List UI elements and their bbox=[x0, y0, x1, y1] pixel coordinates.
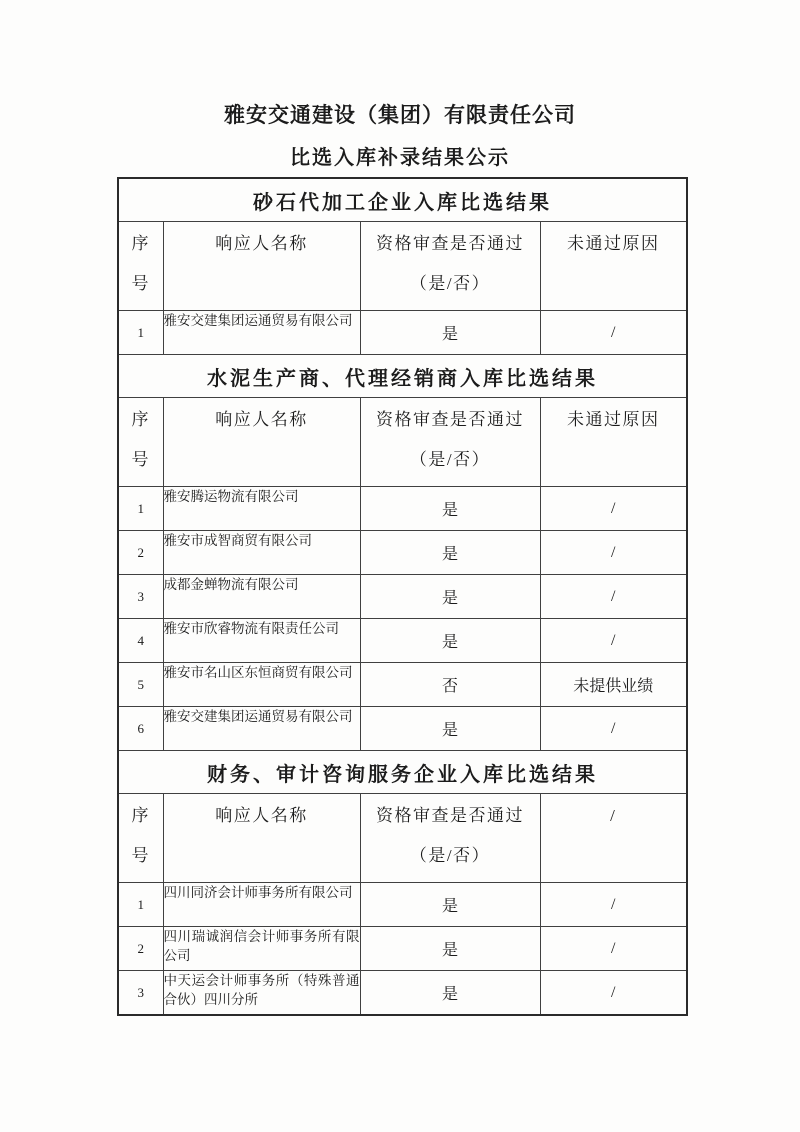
row-number: 3 bbox=[118, 971, 163, 1016]
section-title: 财务、审计咨询服务企业入库比选结果 bbox=[118, 751, 687, 794]
respondent-name: 中天运会计师事务所（特殊普通合伙）四川分所 bbox=[163, 971, 360, 1016]
qualification-result: 是 bbox=[360, 927, 540, 971]
qualification-result: 否 bbox=[360, 663, 540, 707]
table-row bbox=[118, 883, 687, 927]
col-header-qualification-line2: （是/否） bbox=[409, 846, 491, 865]
col-header-num bbox=[118, 794, 163, 883]
section-1-header-row bbox=[118, 222, 687, 311]
col-header-name: 响应人名称 bbox=[163, 794, 360, 883]
row-number: 1 bbox=[118, 883, 163, 927]
results-table bbox=[117, 177, 688, 1016]
table-row bbox=[118, 663, 687, 707]
respondent-name: 成都金蝉物流有限公司 bbox=[163, 575, 360, 619]
fail-reason: 未提供业绩 bbox=[540, 663, 687, 707]
col-header-qualification-line1: 资格审查是否通过 bbox=[376, 234, 524, 253]
col-header-qualification-line1: 资格审查是否通过 bbox=[376, 806, 524, 825]
row-number: 2 bbox=[118, 531, 163, 575]
page-subtitle: 比选入库补录结果公示 bbox=[290, 147, 510, 169]
section-3-header-row bbox=[118, 794, 687, 883]
section-2-header-row bbox=[118, 398, 687, 487]
col-header-qualification bbox=[360, 398, 540, 487]
respondent-name: 雅安市名山区东恒商贸有限公司 bbox=[163, 663, 360, 707]
col-header-qualification bbox=[360, 222, 540, 311]
respondent-name: 四川瑞诚润信会计师事务所有限公司 bbox=[163, 927, 360, 971]
table-row bbox=[118, 531, 687, 575]
respondent-name: 四川同济会计师事务所有限公司 bbox=[163, 883, 360, 927]
fail-reason: / bbox=[540, 619, 687, 663]
respondent-name: 雅安腾运物流有限公司 bbox=[163, 487, 360, 531]
qualification-result: 是 bbox=[360, 971, 540, 1016]
col-header-qualification-line2: （是/否） bbox=[409, 274, 491, 293]
section-title: 水泥生产商、代理经销商入库比选结果 bbox=[118, 355, 687, 398]
row-number: 1 bbox=[118, 487, 163, 531]
fail-reason: / bbox=[540, 883, 687, 927]
fail-reason: / bbox=[540, 971, 687, 1016]
col-header-num-line1: 序 bbox=[131, 806, 150, 825]
col-header-num-line2: 号 bbox=[131, 846, 150, 865]
section-3-title-row bbox=[118, 751, 687, 794]
respondent-name: 雅安市成智商贸有限公司 bbox=[163, 531, 360, 575]
fail-reason: / bbox=[540, 707, 687, 751]
col-header-num-line2: 号 bbox=[131, 450, 150, 469]
page-title: 雅安交通建设（集团）有限责任公司 bbox=[224, 104, 576, 127]
fail-reason: / bbox=[540, 311, 687, 355]
section-2-title-row bbox=[118, 355, 687, 398]
table-row bbox=[118, 311, 687, 355]
table-row bbox=[118, 575, 687, 619]
col-header-num-line1: 序 bbox=[131, 410, 150, 429]
col-header-qualification-line2: （是/否） bbox=[409, 450, 491, 469]
table-row bbox=[118, 927, 687, 971]
qualification-result: 是 bbox=[360, 707, 540, 751]
col-header-num-line2: 号 bbox=[131, 274, 150, 293]
table-row bbox=[118, 619, 687, 663]
row-number: 3 bbox=[118, 575, 163, 619]
row-number: 5 bbox=[118, 663, 163, 707]
table-row bbox=[118, 707, 687, 751]
col-header-num-line1: 序 bbox=[131, 234, 150, 253]
respondent-name: 雅安市欣睿物流有限责任公司 bbox=[163, 619, 360, 663]
col-header-qualification-line1: 资格审查是否通过 bbox=[376, 410, 524, 429]
respondent-name: 雅安交建集团运通贸易有限公司 bbox=[163, 707, 360, 751]
section-title: 砂石代加工企业入库比选结果 bbox=[118, 178, 687, 222]
col-header-name: 响应人名称 bbox=[163, 222, 360, 311]
section-1-title-row bbox=[118, 178, 687, 222]
row-number: 6 bbox=[118, 707, 163, 751]
row-number: 4 bbox=[118, 619, 163, 663]
col-header-qualification bbox=[360, 794, 540, 883]
respondent-name: 雅安交建集团运通贸易有限公司 bbox=[163, 311, 360, 355]
qualification-result: 是 bbox=[360, 619, 540, 663]
col-header-reason: / bbox=[540, 794, 687, 883]
col-header-name: 响应人名称 bbox=[163, 398, 360, 487]
table-row bbox=[118, 971, 687, 1016]
row-number: 1 bbox=[118, 311, 163, 355]
qualification-result: 是 bbox=[360, 531, 540, 575]
fail-reason: / bbox=[540, 487, 687, 531]
table-row bbox=[118, 487, 687, 531]
fail-reason: / bbox=[540, 531, 687, 575]
fail-reason: / bbox=[540, 575, 687, 619]
row-number: 2 bbox=[118, 927, 163, 971]
col-header-num bbox=[118, 222, 163, 311]
col-header-reason: 未通过原因 bbox=[540, 222, 687, 311]
col-header-num bbox=[118, 398, 163, 487]
qualification-result: 是 bbox=[360, 311, 540, 355]
col-header-reason: 未通过原因 bbox=[540, 398, 687, 487]
qualification-result: 是 bbox=[360, 487, 540, 531]
fail-reason: / bbox=[540, 927, 687, 971]
qualification-result: 是 bbox=[360, 883, 540, 927]
qualification-result: 是 bbox=[360, 575, 540, 619]
